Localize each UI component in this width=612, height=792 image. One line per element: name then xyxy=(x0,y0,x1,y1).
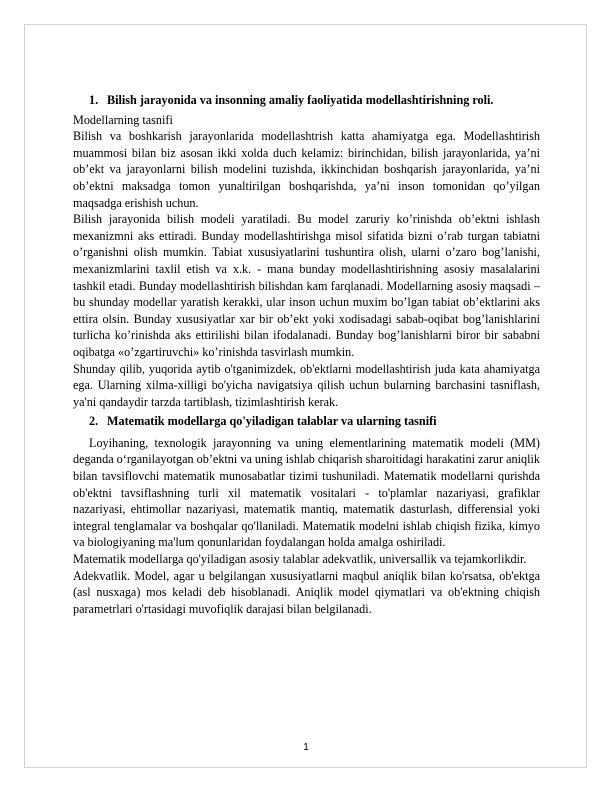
paragraph: Matematik modellarga qo'yiladigan asosiy talablar adekvatlik, universallik va tejamkorlikdir. xyxy=(73,552,527,567)
section-title: Matematik modellarga qo'yiladigan talablar va ularning tasnifi xyxy=(107,414,437,429)
paragraph: Bilish va boshkarish jarayonlarida modellashtrish katta ahamiyatga ega. Modellashtirish muammosi bilan biz asosan ikki xolda duch kelamiz: birinchidan, bilish jarayonlarida, ya’ni ob’ekt va jarayonlarni bilish modelini tuzishda, ikkinchidan boshqarish jarayonlarida, ya’ni ob’ektni maksadga tomon yunaltirilgan boshqarishda, ya’ni inson tomonidan qo’yilgan maqsadga erishish uchun. xyxy=(73,129,540,210)
paragraph: Modellarning tasnifi xyxy=(73,112,173,127)
section-heading-1 xyxy=(73,92,540,109)
section-title: Bilish jarayonida va insonning amaliy faoliyatida modellashtirishning roli. xyxy=(107,93,494,107)
document-body xyxy=(73,92,540,617)
page-number: 1 xyxy=(303,742,309,753)
paragraph: Shunday qilib, yuqorida aytib o'tganimizdek, ob'ektlarni modellashtirish juda kata ahamiyatga ega. Ularning xilma-xilligi bo'yicha navigatsiya qilish uchun bularning barchasini tasniflash, ya'ni qandaydir tarzda tartiblash, tizimlashtirish kerak. xyxy=(73,361,540,409)
section-number: 2. xyxy=(89,414,99,429)
section-number: 1. xyxy=(89,93,99,107)
paragraph: Adekvatlik. Model, agar u belgilangan xususiyatlarni maqbul aniqlik bilan ko'rsatsa, ob'ektga (asl nusxaga) mos keladi deb hisoblanadi. Aniqlik model qiymatlari va ob'ektning chiqish parametrlari o'rtasidagi muvofiqlik darajasi bilan belgilanadi. xyxy=(73,568,540,616)
paragraph: Loyihaning, texnologik jarayonning va uning elementlarining matematik modeli (MM) deganda o‘rganilayotgan ob’ektni va uning ishlab chiqarish sharoitidagi harakatini zarur aniqlik bilan tavsiflovchi matematik munosabatlar tizimi tushuniladi. Matematik modellarni qurishda ob'ektni tavsiflashning turli xil matematik vositalari - to'plamlar nazariyasi, grafiklar nazariyasi, ehtimollar nazariyasi, matematik mantiq, matematik dasturlash, differensial yoki integral tenglamalar va boshqalar qo'llaniladi. Matematik modelni ishlab chiqish fizika, kimyo va biologiyaning ma'lum qonunlaridan foydalangan holda amalga oshiriladi. xyxy=(73,435,540,550)
paragraph: Bilish jarayonida bilish modeli yaratiladi. Bu model zaruriy ko’rinishda ob’ektni ishlash mexanizmni aks ettiradi. Bunday modellashtirishga misol sifatida bizni o’rab turgan tabiatni o’rganishni olish mumkin. Tabiat xususiyatlarini tushuntira olish, ularni o’zaro bog’lanishi, mexanizmlarini taxlil etish va x.k. - mana bunday modellashtirishning asosiy masalalarini tashkil etadi. Bunday modellashtirish bilishdan kam farqlanadi. Modellarning asosiy maqsadi – bu shunday modellar yaratish kerakki, ular inson uchun muxim bo’lgan tabiat ob’ektlarini aks ettira olsin. Bunday xususiyatlar xar bir ob’ekt yoki xodisadagi sabab-oqibat bog’lanishlarini turlicha ko’rinishda aks ettirilishi bilan ifodalanadi. Bunday bog’lanishlarni biror bir sababni oqibatga «o’zgartiruvchi» ko’rinishda tasvirlash mumkin. xyxy=(73,212,540,359)
section-heading-2 xyxy=(73,413,540,430)
